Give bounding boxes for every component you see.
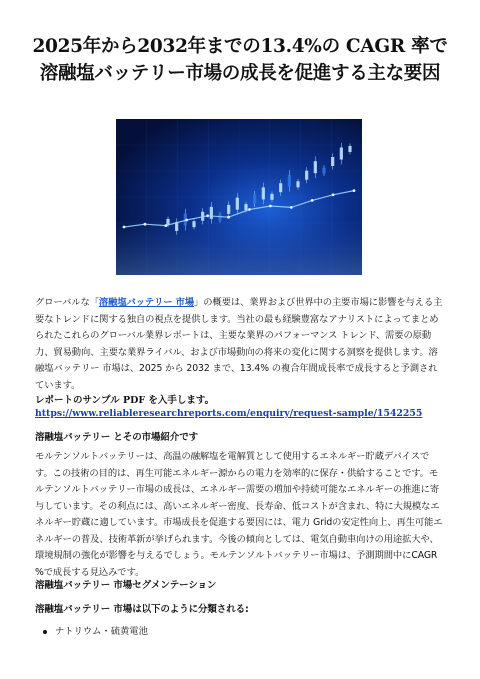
hero-trend-dot [185, 219, 188, 222]
hero-trend-dot [269, 205, 272, 208]
hero-trend-dot [332, 193, 335, 196]
hero-candle [279, 183, 282, 192]
hero-candle [166, 219, 169, 225]
sample-pdf-label: レポートのサンプル PDF を入手します。 [35, 395, 215, 406]
hero-candle [314, 161, 317, 173]
hero-candle [218, 214, 221, 220]
hero-trend-dot [311, 199, 314, 202]
hero-candle [288, 175, 291, 187]
market-link[interactable]: 溶融塩バッテリー 市場 [98, 297, 195, 308]
intro-prefix: グローバルな「 [35, 297, 99, 308]
intro-paragraph [35, 295, 445, 394]
intro-section-body: モルテンソルトバッテリーは、高温の融解塩を電解質として使用するエネルギー貯蔵デバイスです。この技術の目的は、再生可能エネルギー源からの電力を効率的に保存・供給することです。モルテンソルトバッテリー市場の成長は、エネルギー需要の増加や持続可能なエネルギーの推進に寄与しています。その利点には、高いエネルギー密度、長寿命、低コストが含まれ、特に大規模なエネルギー貯蔵に適しています。市場成長を促進する要因には、電力 Gridの安定性向上、再生可能エネルギーの普及、技術革新が挙げられます。今後の傾向としては、電気自動車向けの用途拡大や、環境規制の強化が影響を与えるでしょう。モルテンソルトバッテリー市場は、予測期間中にCAGR %で成長する見込みです。 [35, 451, 443, 578]
hero-candle [270, 194, 273, 200]
hero-candle [305, 171, 308, 180]
bullet-item: ナトリウム・硫黄電池 [35, 625, 148, 639]
hero-candle [331, 157, 334, 166]
hero-image [116, 119, 362, 275]
classification-heading: 溶融塩バッテリー 市場は以下のように分類される: [35, 604, 249, 615]
hero-trend-dot [290, 206, 293, 209]
hero-trend-dot [123, 226, 126, 229]
hero-candle [253, 195, 256, 204]
hero-candle [322, 168, 325, 174]
hero-trend-dot [227, 216, 230, 219]
hero-candle [244, 204, 247, 210]
segmentation-heading: 溶融塩バッテリー 市場セグメンテーション [35, 580, 217, 591]
hero-candle [192, 221, 195, 227]
hero-trend-dot [353, 189, 356, 192]
hero-trend-dot [144, 223, 147, 226]
sample-pdf-link[interactable]: https://www.reliableresearchreports.com/enquiry/request-sample/1542255 [35, 408, 423, 419]
hero-candle [348, 146, 351, 152]
hero-trend-dot [248, 208, 251, 211]
hero-candle [296, 181, 299, 187]
hero-candle [210, 207, 213, 219]
hero-candle [340, 148, 343, 160]
intro-suffix: 」の概要は、業界および世界中の主要市場に影響を与える主要なトレンドに関する独自の視点を提供します。当社の最も経験豊富なアナリストによってまとめられたこれらのグローバル業界レポートは、主要な業界のパフォーマンス トレンド、需要の原動力、貿易動向、主要な業界ライバル、および市場動向の将来の変化に関する洞察を提供します。溶融塩バッテリー 市場は、2025 から 2032 まで、13.4% の複合年間成長率で成長すると予測されています。 [35, 297, 443, 391]
article-title: 2025年から2032年までの13.4%の CAGR 率で溶融塩バッテリー市場の成長を促進する主な要因 [32, 36, 448, 84]
hero-candle [227, 205, 230, 214]
hero-trend-dot [206, 214, 209, 217]
intro-section-heading: 溶融塩バッテリー とその市場紹介です [35, 432, 199, 443]
type-bullet-list [35, 625, 148, 639]
hero-candle [262, 187, 265, 199]
hero-candle [236, 198, 239, 210]
hero-trend-dot [164, 224, 167, 227]
